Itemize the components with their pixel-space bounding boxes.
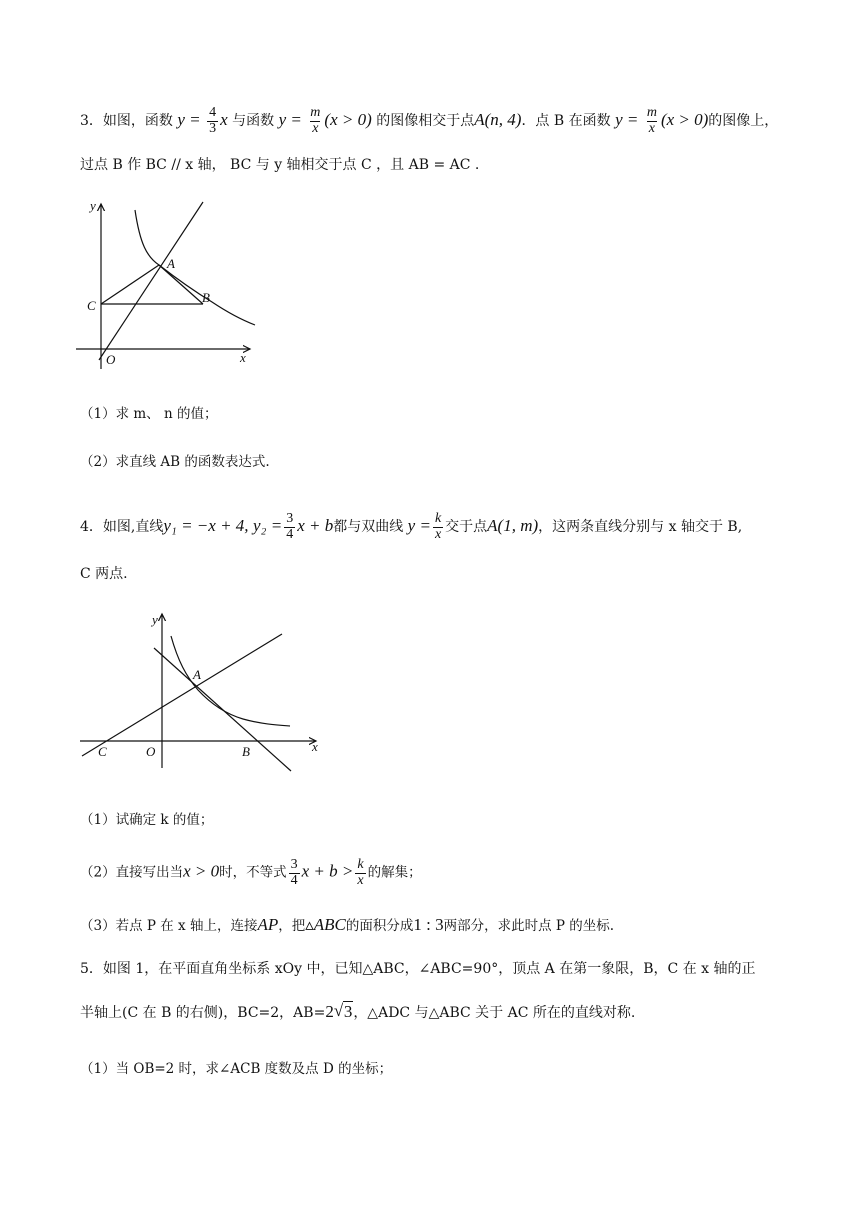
q3-line2: 过点 B 作 BC // x 轴， BC 与 y 轴相交于点 C ，且 AB = AC . xyxy=(80,157,480,173)
q4-y2-lhs: y₂ = xyxy=(253,516,283,536)
q3-figure xyxy=(72,192,262,372)
q4-part1: （1）试确定 k 的值； xyxy=(80,812,214,828)
q3-eq1-fraction: $\frac{4}{3}$ xyxy=(209,105,217,136)
q4-line-y2 xyxy=(82,634,282,756)
q3-point-a: A(n, 4) xyxy=(474,110,522,130)
q4-label-y: y xyxy=(152,612,158,627)
q4-hyp-fraction: $\frac{k}{x}$ xyxy=(434,511,442,542)
q4-p3-ratio: 1 : 3 xyxy=(413,915,444,934)
q4-figure xyxy=(76,606,326,776)
q3-eq3-lhs: y = xyxy=(615,110,639,130)
q3-segment-ca xyxy=(101,265,159,304)
q4-text-b: 都与双曲线 xyxy=(333,519,404,536)
q4-p3-triangle: ▵ABC xyxy=(305,915,346,934)
q3-line-y43x xyxy=(99,202,203,360)
q4-y1: y₁ = −x + 4, xyxy=(163,516,249,536)
q4-hyp-lhs: y = xyxy=(407,516,431,536)
q5-sqrt: √ 3 xyxy=(334,1003,354,1020)
q4-text-c: 交于点 xyxy=(445,519,488,536)
q3-text-a: 如图，函数 xyxy=(102,113,173,130)
q3-label-c: C xyxy=(87,298,96,313)
q3-label-b: B xyxy=(202,290,210,305)
q4-point-a: A(1, m) xyxy=(487,516,539,536)
q4-y2-fraction: $\frac{3}{4}$ xyxy=(286,511,294,542)
q4-line1 xyxy=(80,512,742,542)
q3-hyperbola xyxy=(135,210,255,325)
q3-part1: （1）求 m、 n 的值； xyxy=(80,406,218,422)
q3-number: 3． xyxy=(80,113,103,130)
q3-label-y: y xyxy=(90,198,96,213)
q5-part1: （1）当 OB=2 时，求∠ACB 度数及点 D 的坐标； xyxy=(80,1061,393,1077)
q3-text-e: 的图像上， xyxy=(708,113,779,130)
q3-text-c: 的图像相交于点 xyxy=(376,113,475,130)
q3-eq2-cond: (x > 0) xyxy=(324,110,372,130)
q4-label-o: O xyxy=(146,744,156,759)
q3-label-x: x xyxy=(240,350,246,365)
q4-p2-fraction: $\frac{3}{4}$ xyxy=(290,857,298,888)
q5-ab-coef: 2 xyxy=(325,1002,334,1021)
q3-label-o: O xyxy=(106,352,116,367)
q4-p3-ap: AP xyxy=(257,915,279,934)
q4-line2: C 两点. xyxy=(80,566,128,582)
q4-hyperbola xyxy=(171,636,290,726)
q3-text-d: ．点 B 在函数 xyxy=(521,113,611,130)
q4-number: 4． xyxy=(80,519,103,536)
q4-part3: （3）若点 P 在 x 轴上，连接AP，把▵ABC的面积分成1 : 3两部分，求此时点 P 的坐标. xyxy=(80,915,615,934)
q3-eq2-fraction: $\frac{m}{x}$ xyxy=(310,105,321,136)
q3-eq1-lhs: y = xyxy=(177,110,201,130)
q4-part2: （2）直接写出当x > 0时，不等式 $\frac{3}{4}$ x + b > $\frac{k}{x}$ 的解集； xyxy=(80,857,422,888)
q5-line2: 半轴上(C 在 B 的右侧)，BC=2，AB=2√ 3，△ADC 与△ABC 关于 AC 所在的直线对称. xyxy=(80,1003,635,1020)
q3-text-b: 与函数 xyxy=(232,113,275,130)
q4-y2-rest: x + b xyxy=(297,516,334,536)
q3-part2: （2）求直线 AB 的函数表达式. xyxy=(80,454,270,470)
q5-line1: 5．如图 1，在平面直角坐标系 xOy 中，已知△ABC，∠ABC=90°，顶点 A 在第一象限，B，C 在 x 轴的正 xyxy=(80,961,756,977)
q3-eq3-cond: (x > 0) xyxy=(660,110,709,130)
q3-eq1-x: x xyxy=(220,110,228,130)
q4-p2-cond: x > 0 xyxy=(183,861,220,881)
q4-text-a: 如图,直线 xyxy=(102,519,164,536)
q3-eq3-fraction: $\frac{m}{x}$ xyxy=(646,105,657,136)
q4-label-c: C xyxy=(98,744,107,759)
q4-label-b: B xyxy=(242,744,250,759)
q3-label-a: A xyxy=(167,256,175,271)
q4-label-a: A xyxy=(193,667,201,682)
q4-text-d: ，这两条直线分别与 x 轴交于 B, xyxy=(538,519,743,536)
q3-segment-ab xyxy=(159,265,203,304)
q3-line1 xyxy=(80,106,778,136)
q4-p2-kfraction: $\frac{k}{x}$ xyxy=(357,857,364,888)
q4-p2-mid: x + b > xyxy=(301,861,354,881)
q4-label-x: x xyxy=(312,739,318,754)
q3-eq2-lhs: y = xyxy=(278,110,302,130)
